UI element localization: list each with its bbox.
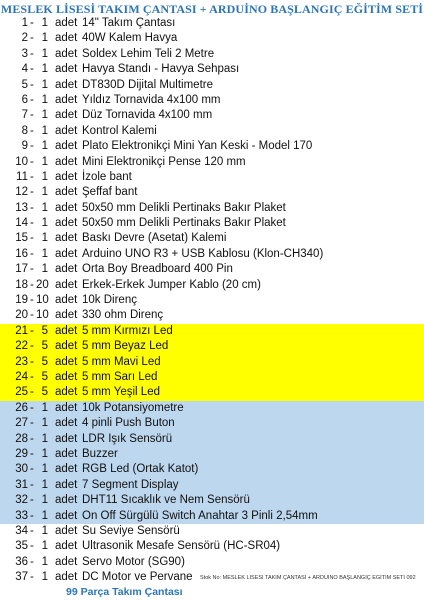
item-number: 34 [15, 524, 28, 537]
item-separator: - [30, 509, 34, 522]
item-description: 5 mm Yeşil Led [82, 386, 160, 399]
item-description: Soldex Lehim Teli 2 Metre [82, 47, 215, 60]
item-quantity: 1 [41, 155, 48, 168]
item-quantity: 1 [41, 447, 48, 460]
item-quantity: 10 [36, 309, 49, 322]
list-item [0, 401, 424, 416]
item-description: Arduino UNO R3 + USB Kablosu (Klon-CH340) [82, 247, 324, 260]
item-description: 5 mm Beyaz Led [82, 340, 169, 353]
item-unit: adet [55, 294, 78, 307]
item-description: Kontrol Kalemi [82, 124, 157, 137]
list-item [0, 278, 424, 293]
item-separator: - [30, 555, 34, 568]
item-number: 36 [15, 555, 28, 568]
item-unit: adet [55, 447, 78, 460]
item-quantity: 1 [41, 78, 48, 91]
list-item [0, 16, 424, 31]
item-description: RGB Led (Ortak Katot) [82, 463, 199, 476]
item-unit: adet [55, 63, 78, 76]
item-unit: adet [55, 32, 78, 45]
list-item [0, 370, 424, 385]
item-quantity: 1 [41, 524, 48, 537]
item-separator: - [30, 124, 34, 137]
item-separator: - [30, 186, 34, 199]
item-quantity: 1 [41, 217, 48, 230]
item-description: Yıldız Tornavida 4x100 mm [82, 93, 221, 106]
item-separator: - [30, 140, 34, 153]
item-unit: adet [55, 524, 78, 537]
item-unit: adet [55, 278, 78, 291]
list-item [0, 385, 424, 400]
item-unit: adet [55, 571, 78, 584]
item-description: 40W Kalem Havya [82, 32, 178, 45]
item-quantity: 10 [36, 294, 49, 307]
item-description: 5 mm Mavi Led [82, 355, 161, 368]
item-description: Şeffaf bant [82, 186, 138, 199]
item-unit: adet [55, 417, 78, 430]
item-unit: adet [55, 401, 78, 414]
item-unit: adet [55, 47, 78, 60]
item-quantity: 1 [41, 140, 48, 153]
item-quantity: 5 [41, 340, 48, 353]
item-quantity: 1 [41, 170, 48, 183]
item-quantity: 1 [41, 494, 48, 507]
item-number: 13 [15, 201, 28, 214]
item-quantity: 1 [41, 124, 48, 137]
item-quantity: 1 [41, 432, 48, 445]
item-number: 4 [21, 63, 28, 76]
item-separator: - [30, 447, 34, 460]
item-number: 31 [15, 478, 28, 491]
item-unit: adet [55, 340, 78, 353]
list-item [0, 262, 424, 277]
item-unit: adet [55, 555, 78, 568]
item-quantity: 1 [41, 47, 48, 60]
item-number: 32 [15, 494, 28, 507]
item-separator: - [30, 47, 34, 60]
list-item [0, 447, 424, 462]
item-separator: - [30, 340, 34, 353]
item-separator: - [30, 324, 34, 337]
item-unit: adet [55, 463, 78, 476]
item-separator: - [30, 417, 34, 430]
item-number: 22 [15, 340, 28, 353]
item-number: 37 [15, 571, 28, 584]
list-item [0, 185, 424, 200]
item-separator: - [30, 540, 34, 553]
item-unit: adet [55, 540, 78, 553]
item-number: 21 [15, 324, 28, 337]
item-separator: - [30, 263, 34, 276]
item-unit: adet [55, 494, 78, 507]
item-description: 4 pinli Push Buton [82, 417, 175, 430]
item-quantity: 1 [41, 63, 48, 76]
item-number: 15 [15, 232, 28, 245]
list-item [0, 432, 424, 447]
list-item [0, 31, 424, 46]
item-description: Baskı Devre (Asetat) Kalemi [82, 232, 227, 245]
item-quantity: 1 [41, 555, 48, 568]
item-unit: adet [55, 370, 78, 383]
list-item [0, 339, 424, 354]
item-description: Ultrasonik Mesafe Sensörü (HC-SR04) [82, 540, 281, 553]
item-unit: adet [55, 78, 78, 91]
list-item [0, 324, 424, 339]
item-description: 7 Segment Display [82, 478, 179, 491]
item-number: 5 [21, 78, 28, 91]
item-number: 20 [15, 309, 28, 322]
item-description: Düz Tornavida 4x100 mm [82, 109, 213, 122]
item-quantity: 1 [41, 417, 48, 430]
item-separator: - [30, 355, 34, 368]
item-separator: - [30, 109, 34, 122]
item-separator: - [30, 294, 34, 307]
item-number: 1 [21, 17, 28, 29]
stock-number-line: Stok No: MESLEK LİSESİ TAKIM ÇANTASI + ARDUİNO BAŞLANGIÇ EĞİTİM SETİ 092 [200, 575, 416, 581]
item-quantity: 1 [41, 509, 48, 522]
item-separator: - [30, 370, 34, 383]
item-unit: adet [55, 217, 78, 230]
item-separator: - [30, 278, 34, 291]
item-quantity: 1 [41, 32, 48, 45]
item-number: 2 [21, 32, 28, 45]
item-unit: adet [55, 386, 78, 399]
item-number: 23 [15, 355, 28, 368]
item-separator: - [30, 432, 34, 445]
item-description: 50x50 mm Delikli Pertinaks Bakır Plaket [82, 201, 286, 214]
item-unit: adet [55, 109, 78, 122]
list-item [0, 47, 424, 62]
item-number: 35 [15, 540, 28, 553]
list-item [0, 124, 424, 139]
list-item [0, 170, 424, 185]
item-quantity: 5 [41, 355, 48, 368]
item-separator: - [30, 232, 34, 245]
item-quantity: 1 [41, 478, 48, 491]
item-quantity: 5 [41, 386, 48, 399]
list-item [0, 201, 424, 216]
item-quantity: 5 [41, 324, 48, 337]
item-quantity: 1 [41, 263, 48, 276]
item-unit: adet [55, 93, 78, 106]
item-unit: adet [55, 309, 78, 322]
item-unit: adet [55, 509, 78, 522]
list-item [0, 247, 424, 262]
item-unit: adet [55, 432, 78, 445]
item-number: 26 [15, 401, 28, 414]
item-quantity: 20 [36, 278, 49, 291]
item-separator: - [30, 524, 34, 537]
item-list [0, 16, 424, 585]
page-title: MESLEK LİSESİ TAKIM ÇANTASI + ARDUİNO BAŞLANGIÇ EĞİTİM SETİ [0, 2, 424, 16]
item-number: 18 [15, 278, 28, 291]
item-unit: adet [55, 201, 78, 214]
item-separator: - [30, 571, 34, 584]
item-separator: - [30, 401, 34, 414]
item-description: DT830D Dijital Multimetre [82, 78, 214, 91]
item-number: 30 [15, 463, 28, 476]
list-item [0, 108, 424, 123]
item-number: 8 [21, 124, 28, 137]
list-item [0, 478, 424, 493]
list-item [0, 555, 424, 570]
item-separator: - [30, 309, 34, 322]
item-description: Mini Elektronikçi Pense 120 mm [82, 155, 246, 168]
list-item [0, 308, 424, 323]
item-description: 5 mm Sarı Led [82, 370, 158, 383]
list-item [0, 93, 424, 108]
item-description: İzole bant [82, 170, 132, 183]
item-quantity: 1 [41, 109, 48, 122]
list-item [0, 155, 424, 170]
item-description: Erkek-Erkek Jumper Kablo (20 cm) [82, 278, 261, 291]
item-quantity: 1 [41, 232, 48, 245]
item-separator: - [30, 32, 34, 45]
item-quantity: 5 [41, 370, 48, 383]
item-number: 11 [16, 170, 28, 183]
item-unit: adet [55, 478, 78, 491]
item-unit: adet [55, 170, 78, 183]
item-unit: adet [55, 155, 78, 168]
item-unit: adet [55, 186, 78, 199]
item-number: 7 [21, 109, 28, 122]
list-item [0, 462, 424, 477]
item-separator: - [30, 170, 34, 183]
list-item [0, 62, 424, 77]
item-description: 10k Potansiyometre [82, 401, 184, 414]
list-item [0, 493, 424, 508]
item-description: 330 ohm Direnç [82, 309, 164, 322]
item-separator: - [30, 78, 34, 91]
item-description: DC Motor ve Pervane [82, 571, 193, 584]
item-description: Buzzer [82, 447, 118, 460]
item-number: 24 [15, 370, 28, 383]
item-quantity: 1 [41, 463, 48, 476]
item-description: Havya Standı - Havya Sehpası [82, 63, 240, 76]
item-description: DHT11 Sıcaklık ve Nem Sensörü [82, 494, 250, 507]
item-unit: adet [55, 355, 78, 368]
list-item [0, 416, 424, 431]
item-unit: adet [55, 124, 78, 137]
item-separator: - [30, 247, 34, 260]
item-separator: - [30, 463, 34, 476]
item-separator: - [30, 217, 34, 230]
item-description: 5 mm Kırmızı Led [82, 324, 173, 337]
item-separator: - [30, 93, 34, 106]
item-unit: adet [55, 140, 78, 153]
item-quantity: 1 [41, 17, 48, 29]
item-description: 50x50 mm Delikli Pertinaks Bakır Plaket [82, 217, 286, 230]
item-number: 14 [15, 217, 28, 230]
item-description: Servo Motor (SG90) [82, 555, 185, 568]
item-description: Orta Boy Breadboard 400 Pin [82, 263, 233, 276]
item-description: 14" Takım Çantası [82, 17, 176, 29]
item-number: 12 [15, 186, 28, 199]
item-number: 28 [15, 432, 28, 445]
item-number: 17 [15, 263, 28, 276]
item-quantity: 1 [41, 186, 48, 199]
item-separator: - [30, 386, 34, 399]
list-item [0, 216, 424, 231]
item-quantity: 1 [41, 247, 48, 260]
item-number: 29 [15, 447, 28, 460]
item-separator: - [30, 63, 34, 76]
item-number: 25 [15, 386, 28, 399]
item-description: Plato Elektronikçi Mini Yan Keski - Model 170 [82, 140, 313, 153]
item-unit: adet [55, 247, 78, 260]
item-number: 10 [15, 155, 28, 168]
list-item [0, 293, 424, 308]
item-separator: - [30, 155, 34, 168]
list-item [0, 509, 424, 524]
item-quantity: 1 [41, 401, 48, 414]
footer-total: 99 Parça Takım Çantası [66, 586, 183, 598]
item-quantity: 1 [41, 540, 48, 553]
item-description: 10k Direnç [82, 294, 137, 307]
item-number: 27 [15, 417, 28, 430]
item-number: 6 [21, 93, 28, 106]
list-item [0, 78, 424, 93]
item-description: LDR Işık Sensörü [82, 432, 173, 445]
item-separator: - [30, 201, 34, 214]
item-unit: adet [55, 17, 78, 29]
item-quantity: 1 [41, 93, 48, 106]
list-item [0, 524, 424, 539]
item-unit: adet [55, 232, 78, 245]
list-item [0, 231, 424, 246]
item-separator: - [30, 478, 34, 491]
item-separator: - [30, 17, 34, 29]
item-number: 19 [15, 294, 28, 307]
item-quantity: 1 [41, 571, 48, 584]
item-number: 33 [15, 509, 28, 522]
item-separator: - [30, 494, 34, 507]
list-item [0, 355, 424, 370]
list-item [0, 139, 424, 154]
item-number: 3 [21, 47, 28, 60]
list-item [0, 539, 424, 554]
item-number: 16 [15, 247, 28, 260]
item-unit: adet [55, 324, 78, 337]
item-quantity: 1 [41, 201, 48, 214]
item-number: 9 [21, 140, 28, 153]
item-unit: adet [55, 263, 78, 276]
item-description: Su Seviye Sensörü [82, 524, 180, 537]
item-description: On Off Sürgülü Switch Anahtar 3 Pinli 2,54mm [82, 509, 318, 522]
